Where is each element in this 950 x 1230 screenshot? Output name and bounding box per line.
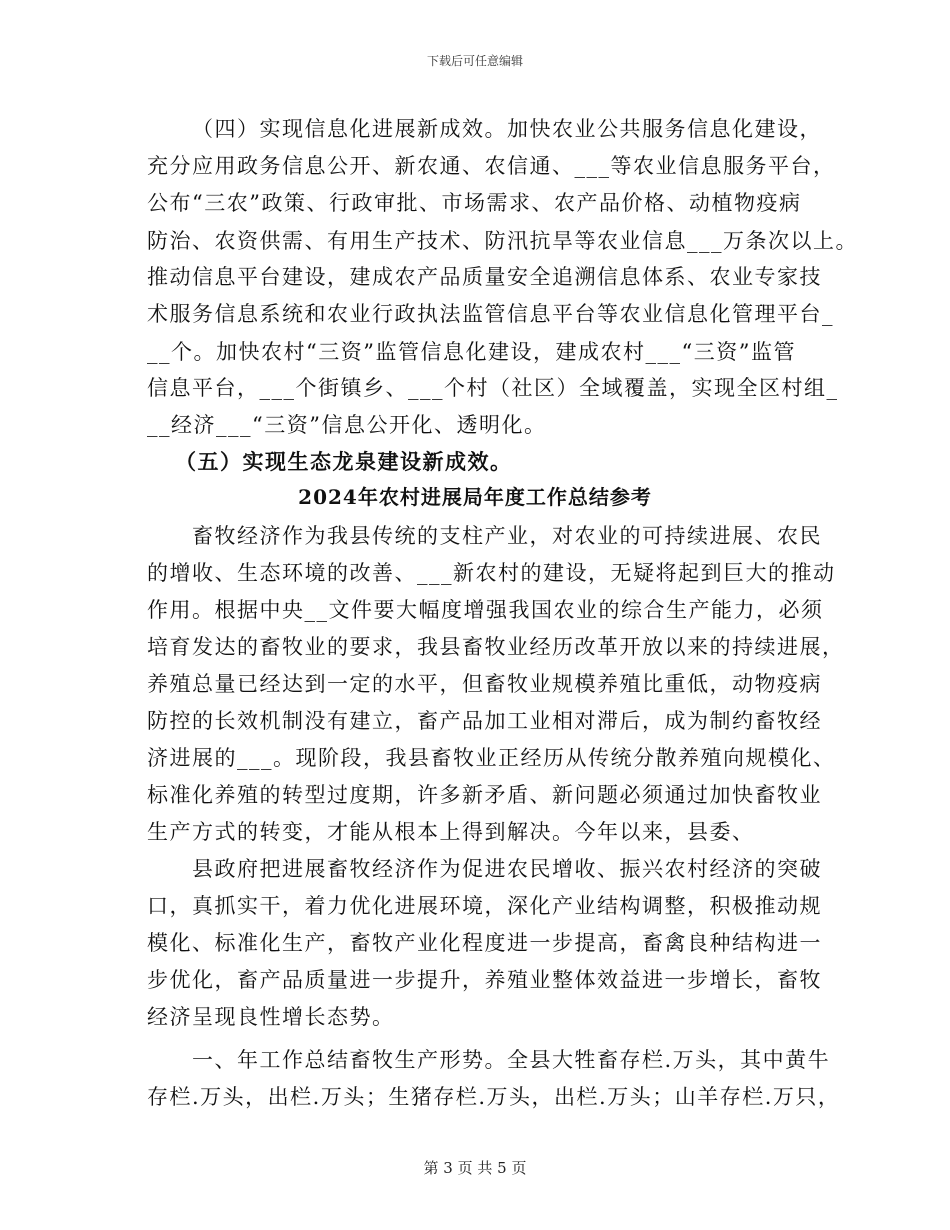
section4-line: 术服务信息系统和农业行政执法监管信息平台等农业信息化管理平台_	[147, 302, 834, 326]
section5-heading: （五）实现生态龙泉建设新成效。	[175, 449, 513, 474]
paragraph-line: 步优化，畜产品质量进一步提升，养殖业整体效益进一步增长，畜牧	[147, 968, 822, 992]
paragraph-line: 标准化养殖的转型过度期，许多新矛盾、新问题必须通过加快畜牧业	[147, 783, 822, 807]
paragraph-line: 模化、标准化生产，畜牧产业化程度进一步提高，畜禽良种结构进一	[147, 931, 822, 955]
section4-line: 公布“三农”政策、行政审批、市场需求、农产品价格、动植物疫病	[147, 191, 802, 215]
section4-line: 推动信息平台建设，建成农产品质量安全追溯信息体系、农业专家技	[147, 265, 822, 289]
paragraph-line: 作用。根据中央__文件要大幅度增强我国农业的综合生产能力，必须	[147, 598, 824, 622]
paragraph-line: 生产方式的转变，才能从根本上得到解决。今年以来，县委、	[147, 820, 755, 844]
page-footer: 第 3 页 共 5 页	[423, 1159, 527, 1177]
paragraph-line: 培育发达的畜牧业的要求，我县畜牧业经历改革开放以来的持续进展，	[147, 635, 845, 659]
paragraph-line: 县政府把进展畜牧经济作为促进农民增收、振兴农村经济的突破	[192, 857, 822, 881]
section4-line: 充分应用政务信息公开、新农通、农信通、___等农业信息服务平台，	[147, 154, 836, 178]
paragraph-line: 的增收、生态环境的改善、___新农村的建设，无疑将起到巨大的推动	[147, 561, 836, 585]
paragraph-line: 一、年工作总结畜牧生产形势。全县大牲畜存栏.万头，其中黄牛	[192, 1048, 831, 1072]
section4-line: （四）实现信息化进展新成效。加快农业公共服务信息化建设，	[192, 117, 822, 141]
paragraph-line: 济进展的___。现阶段，我县畜牧业正经历从传统分散养殖向规模化、	[147, 746, 836, 770]
paragraph-line: 防控的长效机制没有建立，畜产品加工业相对滞后，成为制约畜牧经	[147, 709, 822, 733]
paragraph-line: 存栏.万头，出栏.万头；生猪存栏.万头，出栏.万头；山羊存栏.万只，	[147, 1085, 841, 1109]
paragraph-line: 养殖总量已经达到一定的水平，但畜牧业规模养殖比重低，动物疫病	[147, 672, 822, 696]
header-note: 下载后可任意编辑	[426, 54, 523, 68]
section4-line: __个。加快农村“三资”监管信息化建设，建成农村___“三资”监管	[147, 340, 796, 364]
paragraph-line: 经济呈现良性增长态势。	[147, 1005, 395, 1029]
section4-line: __经济___“三资”信息公开化、透明化。	[147, 413, 547, 437]
paragraph-line: 畜牧经济作为我县传统的支柱产业，对农业的可持续进展、农民	[192, 524, 822, 548]
paragraph-line: 口，真抓实干，着力优化进展环境，深化产业结构调整，积极推动规	[147, 894, 822, 918]
section4-line: 防治、农资供需、有用生产技术、防汛抗旱等农业信息___万条次以上。	[147, 229, 858, 253]
document-title: 2024年农村进展局年度工作总结参考	[298, 485, 652, 509]
section4-line: 信息平台，___个街镇乡、___个村（社区）全域覆盖，实现全区村组_	[147, 376, 839, 400]
